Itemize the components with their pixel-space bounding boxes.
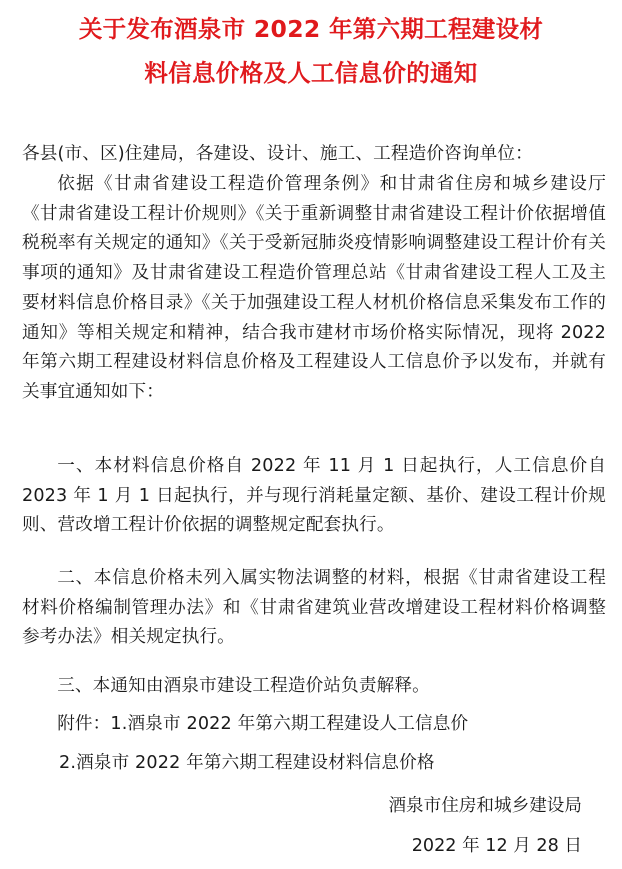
document-title-line-1: 关于发布酒泉市 2022 年第六期工程建设材 xyxy=(78,15,544,43)
document-title-line-2: 料信息价格及人工信息价的通知 xyxy=(144,59,478,87)
issue-date: 2022 年 12 月 28 日 xyxy=(411,836,582,856)
paragraph-item-1: 一、本材料信息价格自 2022 年 11 月 1 日起执行，人工信息价自 2023 年 1 月 1 日起执行，并与现行消耗量定额、基价、建设工程计价规则、营改增工程计价依据的调整规定配套执行。 xyxy=(22,456,606,536)
attachment-1: 附件：1.酒泉市 2022 年第六期工程建设人工信息价 xyxy=(57,714,469,734)
paragraph-item-3: 三、本通知由酒泉市建设工程造价站负责解释。 xyxy=(57,676,430,696)
salutation: 各县(市、区)住建局，各建设、设计、施工、工程造价咨询单位： xyxy=(22,144,533,164)
attachment-2: 2.酒泉市 2022 年第六期工程建设材料信息价格 xyxy=(59,753,435,773)
paragraph-item-2: 二、本信息价格未列入属实物法调整的材料，根据《甘肃省建设工程材料价格编制管理办法》和《甘肃省建筑业营改增建设工程材料价格调整参考办法》相关规定执行。 xyxy=(22,568,606,648)
issuer-signature: 酒泉市住房和城乡建设局 xyxy=(388,796,582,816)
paragraph-basis: 依据《甘肃省建设工程造价管理条例》和甘肃省住房和城乡建设厅《甘肃省建设工程计价规则》《关于重新调整甘肃省建设工程计价依据增值税税率有关规定的通知》《关于受新冠肺炎疫情影响调整建设工程计价有关事项的通知》及甘肃省建设工程造价管理总站《甘肃省建设工程人工及主要材料信息价格目录》《关于加强建设工程人材机价格信息采集发布工作的通知》等相关规定和精神，结合我市建材市场价格实际情况，现将 2022 年第六期工程建设材料信息价格及工程建设人工信息价予以发布，并就有关事宜通知如下： xyxy=(22,174,606,402)
